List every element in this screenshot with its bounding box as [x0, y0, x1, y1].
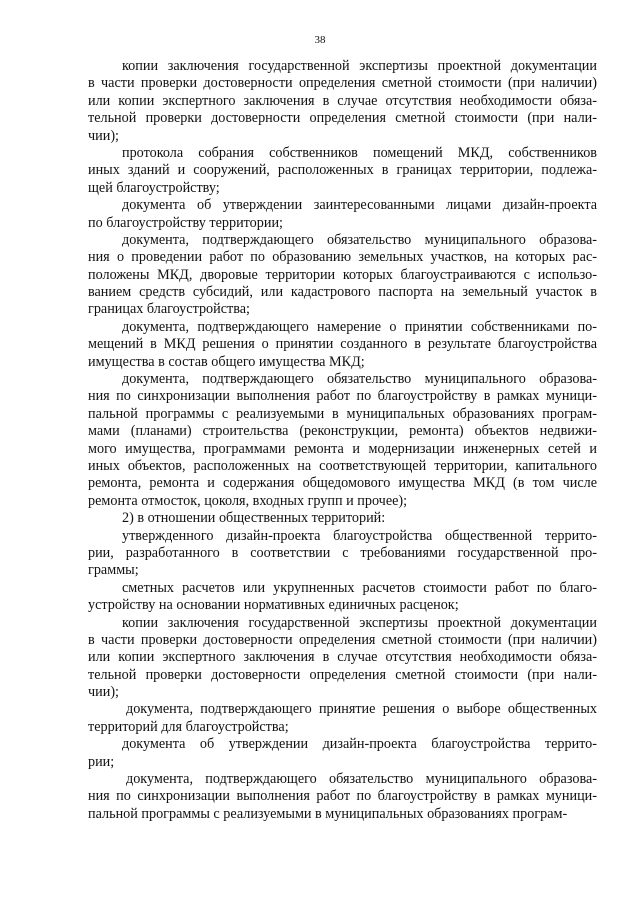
- text-line: документа, подтверждающего обязательство муниципального образова-: [122, 231, 597, 248]
- paragraph: [88, 615, 597, 702]
- text-line: пальной программы с реализуемыми в муниципальных образованиях програм-: [88, 805, 568, 822]
- paragraph: [88, 197, 597, 232]
- paragraph: [88, 232, 597, 319]
- text-line: тельной проверки достоверности определения сметной стоимости (при нали-: [88, 110, 597, 127]
- text-line: иных зданий и сооружений, расположенных в границах территории, подлежа-: [88, 162, 597, 179]
- text-line: 2) в отношении общественных территорий:: [122, 510, 386, 527]
- document-body: [88, 58, 597, 823]
- text-line: мами (планами) строительства (реконструкции, ремонта) объектов недвижи-: [88, 423, 597, 440]
- text-line: документа об утверждении дизайн-проекта благоустройства террито-: [122, 736, 597, 753]
- text-line: ния по синхронизации выполнения работ по благоустройству в рамках муници-: [88, 388, 597, 405]
- text-line: щей благоустройству;: [88, 179, 220, 196]
- paragraph: [88, 319, 597, 371]
- text-line: территорий для благоустройства;: [88, 718, 289, 735]
- text-line: ремонта, ремонта и содержания общедомового имущества МКД (в том числе: [88, 475, 597, 492]
- paragraph: [88, 736, 597, 771]
- paragraph: [88, 371, 597, 510]
- paragraph: [88, 771, 597, 823]
- text-line: положены МКД, дворовые территории которых благоустраиваются с использо-: [88, 266, 597, 283]
- text-line: документа, подтверждающего обязательство муниципального образова-: [122, 371, 597, 388]
- text-line: или копии экспертного заключения в случае отсутствия необходимости обяза-: [88, 649, 597, 666]
- text-line: ния по синхронизации выполнения работ по благоустройству в рамках муници-: [88, 788, 597, 805]
- text-line: в части проверки достоверности определения сметной стоимости (при наличии): [88, 75, 597, 92]
- text-line: устройству на основании нормативных единичных расценок;: [88, 597, 459, 614]
- text-line: граммы;: [88, 562, 139, 579]
- text-line: копии заключения государственной экспертизы проектной документации: [122, 614, 597, 631]
- text-line: иных объектов, расположенных на соответствующей территории, капитального: [88, 457, 597, 474]
- page-number: 38: [314, 34, 326, 46]
- text-line: протокола собрания собственников помещений МКД, собственников: [122, 144, 597, 161]
- paragraph: [88, 145, 597, 197]
- text-line: мого имущества, программами ремонта и модернизации инженерных сетей и: [88, 440, 597, 457]
- text-line: тельной проверки достоверности определения сметной стоимости (при нали-: [88, 666, 597, 683]
- paragraph: [88, 510, 597, 527]
- text-line: мещений в МКД решения о принятии созданного в результате благоустройства: [88, 336, 597, 353]
- text-line: утвержденного дизайн-проекта благоустройства общественной террито-: [122, 527, 597, 544]
- paragraph: [88, 580, 597, 615]
- text-line: ния о проведении работ по образованию земельных участков, на которых рас-: [88, 249, 597, 266]
- text-line: в части проверки достоверности определения сметной стоимости (при наличии): [88, 631, 597, 648]
- text-line: имущества в состав общего имущества МКД;: [88, 353, 365, 370]
- text-line: сметных расчетов или укрупненных расчетов стоимости работ по благо-: [122, 579, 597, 596]
- text-line: документа, подтверждающего принятие решения о выборе общественных: [126, 701, 597, 718]
- text-line: рии;: [88, 753, 115, 770]
- text-line: копии заключения государственной экспертизы проектной документации: [122, 58, 597, 74]
- paragraph: [88, 701, 597, 736]
- text-line: чии);: [88, 127, 119, 144]
- text-line: ремонта отмосток, цоколя, входных групп и прочее);: [88, 492, 408, 509]
- text-line: ванием средств субсидий, или кадастрового паспорта на земельный участок в: [88, 284, 597, 301]
- text-line: документа, подтверждающего намерение о принятии собственниками по-: [122, 318, 597, 335]
- text-line: или копии экспертного заключения в случае отсутствия необходимости обяза-: [88, 92, 597, 109]
- text-line: пальной программы с реализуемыми в муниципальных образованиях програм-: [88, 405, 597, 422]
- text-line: по благоустройству территории;: [88, 214, 283, 231]
- paragraph: [88, 58, 597, 145]
- paragraph: [88, 528, 597, 580]
- text-line: рии, разработанного в соответствии с требованиями государственной про-: [88, 544, 597, 561]
- text-line: документа об утверждении заинтересованными лицами дизайн-проекта: [122, 197, 597, 214]
- text-line: документа, подтверждающего обязательство муниципального образова-: [126, 771, 597, 788]
- text-line: чии);: [88, 684, 119, 701]
- text-line: границах благоустройства;: [88, 301, 250, 318]
